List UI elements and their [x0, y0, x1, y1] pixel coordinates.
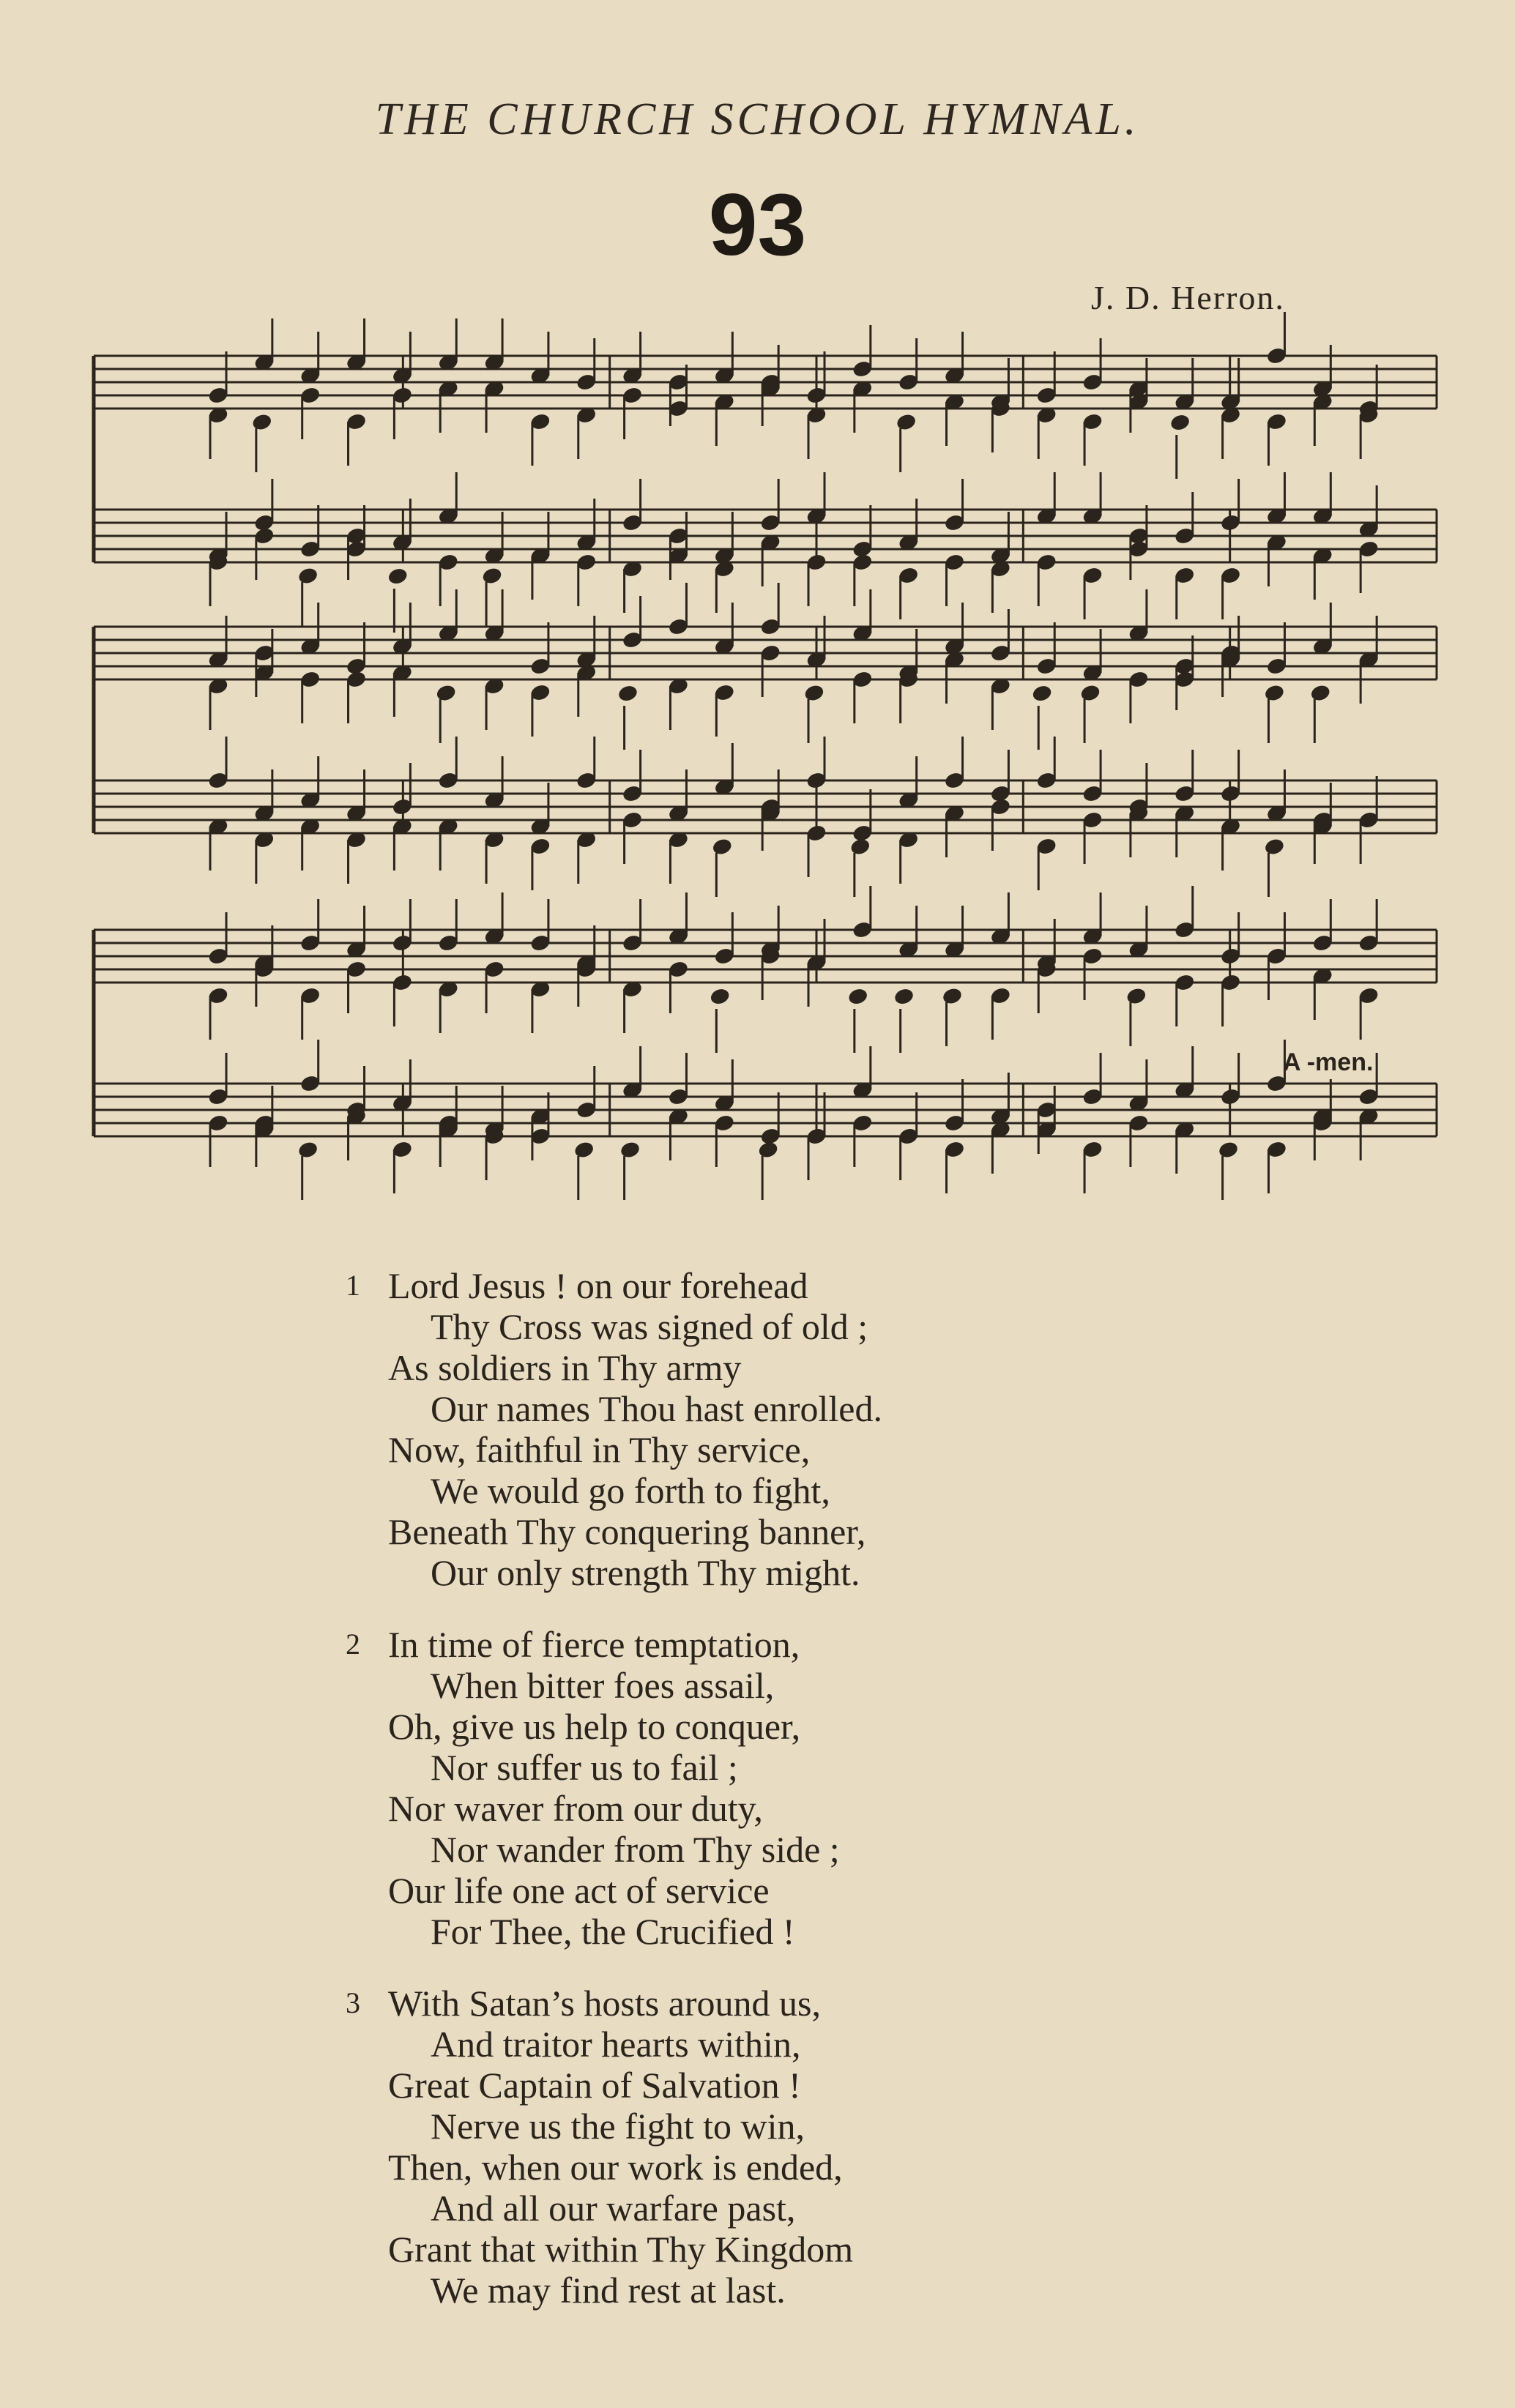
hymn-verses: [346, 1265, 1194, 2341]
verse-line: Now, faithful in Thy service,: [388, 1429, 811, 1470]
verse-line: Then, when our work is ended,: [388, 2147, 843, 2188]
verse-line: And all our warfare past,: [431, 2188, 796, 2229]
hymn-number: 93: [708, 176, 807, 274]
verse-line: We would go forth to fight,: [431, 1470, 830, 1511]
verse-line: We may find rest at last.: [431, 2270, 786, 2311]
verse-line: Nor suffer us to fail ;: [431, 1747, 738, 1788]
verse-line: When bitter foes assail,: [431, 1665, 775, 1706]
verse-1: [346, 1265, 1194, 1593]
verse-number: 3: [346, 1986, 360, 2019]
verse-3: [346, 1983, 1194, 2311]
verse-line: Our life one act of service: [388, 1870, 770, 1911]
verse-line: Lord Jesus ! on our forehead: [388, 1265, 808, 1306]
verse-line: Beneath Thy conquering banner,: [388, 1511, 866, 1552]
amen-lyric: A -men.: [1283, 1048, 1374, 1076]
verse-line: And traitor hearts within,: [431, 2024, 801, 2065]
verse-2: [346, 1624, 1194, 1952]
verse-number: 2: [346, 1628, 360, 1660]
verse-line: Great Captain of Salvation !: [388, 2065, 801, 2106]
verse-line: Nerve us the fight to win,: [431, 2106, 805, 2147]
verse-line: In time of fierce temptation,: [388, 1624, 800, 1665]
verse-line: Grant that within Thy Kingdom: [388, 2229, 854, 2270]
verse-line: Our names Thou hast enrolled.: [431, 1388, 882, 1429]
verse-line: Our only strength Thy might.: [431, 1552, 860, 1593]
verse-line: For Thee, the Crucified !: [431, 1911, 795, 1952]
verse-line: Nor wander from Thy side ;: [431, 1829, 840, 1870]
verse-line: As soldiers in Thy army: [388, 1347, 742, 1388]
verse-line: With Satan’s hosts around us,: [388, 1983, 822, 2024]
running-head: THE CHURCH SCHOOL HYMNAL.: [375, 94, 1140, 144]
composer-credit: J. D. Herron.: [1091, 279, 1285, 316]
verse-line: Nor waver from our duty,: [388, 1788, 763, 1829]
verse-line: Oh, give us help to conquer,: [388, 1706, 801, 1747]
verse-line: Thy Cross was signed of old ;: [431, 1306, 868, 1347]
verse-number: 1: [346, 1269, 360, 1302]
